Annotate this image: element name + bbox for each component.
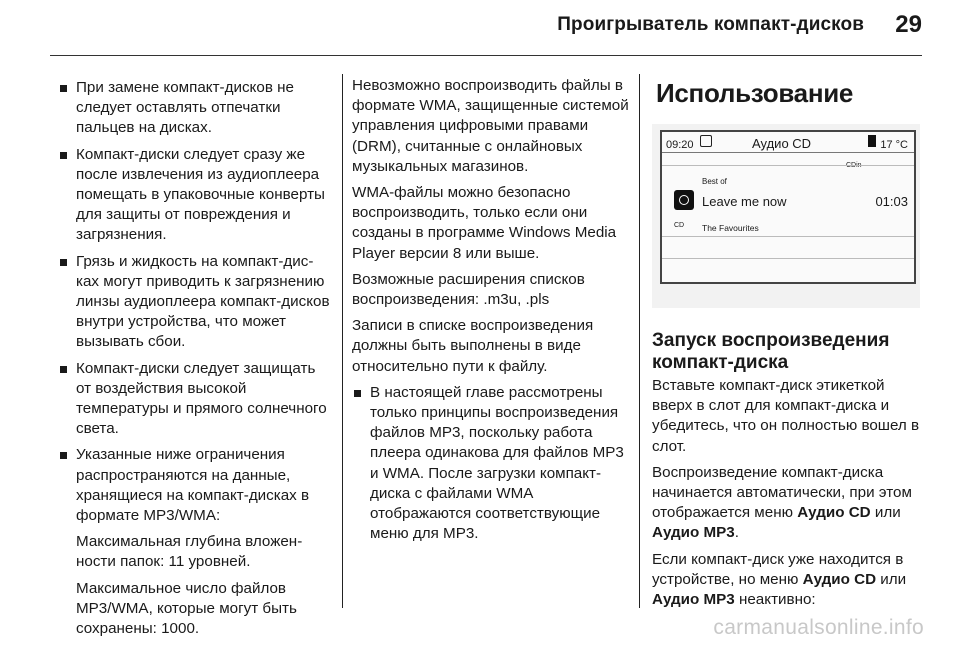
text: неактивно: bbox=[734, 591, 816, 609]
paragraph: Невозможно воспроизводить файлы в формате WMA, защищенные системой управления цифровыми правами (DRM), считанные с онлайновых музыкальных магазинов. bbox=[352, 77, 629, 175]
column-2 bbox=[352, 76, 634, 550]
infotainment-screen bbox=[660, 130, 916, 284]
bullet-item: В настоящей главе рассмотрены только принципы воспроизведения файлов MP3, поскольку работа плеера одинакова для файлов MP3 и WMA. После загрузки компакт-диска с файлами WMA отображаются соответствующие меню для MP3. bbox=[352, 383, 634, 545]
bullet-item: При замене компакт-дисков не следует оставлять отпечатки пальцев на дисках. bbox=[58, 78, 330, 139]
source-icon bbox=[700, 135, 712, 147]
column-divider-2 bbox=[639, 74, 640, 608]
bullet-item: Компакт-диски следует сразу же после извлечения из аудиоплеера помещать в упаковочные конверты для защиты от повреждения и загрязнения. bbox=[58, 145, 330, 246]
paragraph: WMA-файлы можно безопасно воспроизводить, только если они созданы в программе Windows Media Player версии 8 или выше. bbox=[352, 184, 617, 262]
screen-status-bar bbox=[662, 132, 914, 153]
screen-divider bbox=[662, 236, 914, 237]
screen-divider bbox=[662, 165, 914, 166]
column-1 bbox=[58, 78, 330, 645]
disc-icon bbox=[674, 190, 694, 210]
text: Воспроизведение компакт-диска начинается автоматически, при этом отображается меню bbox=[652, 463, 912, 522]
paragraph: Записи в списке воспроизведения должны быть выполнены в виде относительно пути к файлу. bbox=[352, 317, 594, 375]
text: Если компакт-диск уже находится в устройстве, но меню bbox=[652, 550, 904, 588]
sub-paragraph: Максимальное число файлов MP3/WMA, которые могут быть сохранены: 1000. bbox=[76, 579, 297, 638]
album-heading: Best of bbox=[702, 177, 727, 186]
track-title: Leave me now bbox=[702, 194, 787, 209]
menu-name: Аудио MP3 bbox=[652, 591, 735, 609]
subsection-heading: Запуск воспроизведения компакт-диска bbox=[652, 330, 890, 373]
paragraph: Вставьте компакт-диск этикеткой вверх в слот для компакт-диска и убедитесь, что он полностью вошел в слот. bbox=[652, 377, 920, 455]
sub-paragraph: Максимальная глубина вложенности папок: 11 уровней. bbox=[76, 533, 303, 571]
temperature: 17 °C bbox=[880, 139, 908, 151]
text: или bbox=[870, 504, 901, 522]
bullet-item: Указанные ниже ограничения распространяются на данные, хранящиеся на компакт-дисках в формате MP3/WMA: bbox=[58, 445, 330, 526]
header-divider bbox=[50, 55, 922, 56]
cd-label: CD bbox=[674, 222, 685, 229]
paragraph: Возможные расширения списков воспроизведения: .m3u, .pls bbox=[352, 270, 585, 309]
thermometer-icon bbox=[868, 135, 876, 147]
album-name: The Favourites bbox=[702, 223, 759, 233]
paragraph bbox=[652, 463, 924, 544]
watermark: carmanualsonline.info bbox=[713, 616, 924, 639]
track-time: 01:03 bbox=[875, 194, 908, 209]
page-number: 29 bbox=[895, 11, 922, 38]
text: или bbox=[876, 570, 907, 588]
page-title: Проигрыватель компакт-дисков bbox=[557, 14, 864, 35]
column-divider-1 bbox=[342, 74, 343, 608]
menu-name: Аудио MP3 bbox=[652, 524, 735, 542]
cd-in-indicator bbox=[846, 156, 862, 176]
section-heading: Использование bbox=[656, 78, 854, 108]
audio-screen-figure bbox=[652, 124, 920, 308]
text: . bbox=[734, 524, 739, 542]
menu-name: Аудио CD bbox=[802, 570, 877, 588]
column-3 bbox=[652, 76, 924, 616]
paragraph bbox=[652, 550, 924, 611]
screen-title: Аудио CD bbox=[752, 136, 812, 151]
clock: 09:20 bbox=[666, 139, 694, 151]
bullet-item: Грязь и жидкость на компакт-дисках могут приводить к загрязнению линзы аудиоплеера компакт-дисков внутри устройства, что может вызывать сбои. bbox=[58, 252, 330, 353]
bullet-item: Компакт-диски следует защищать от воздействия высокой температуры и прямого солнечного света. bbox=[58, 359, 330, 440]
screen-divider bbox=[662, 258, 914, 259]
menu-name: Аудио CD bbox=[797, 504, 871, 522]
